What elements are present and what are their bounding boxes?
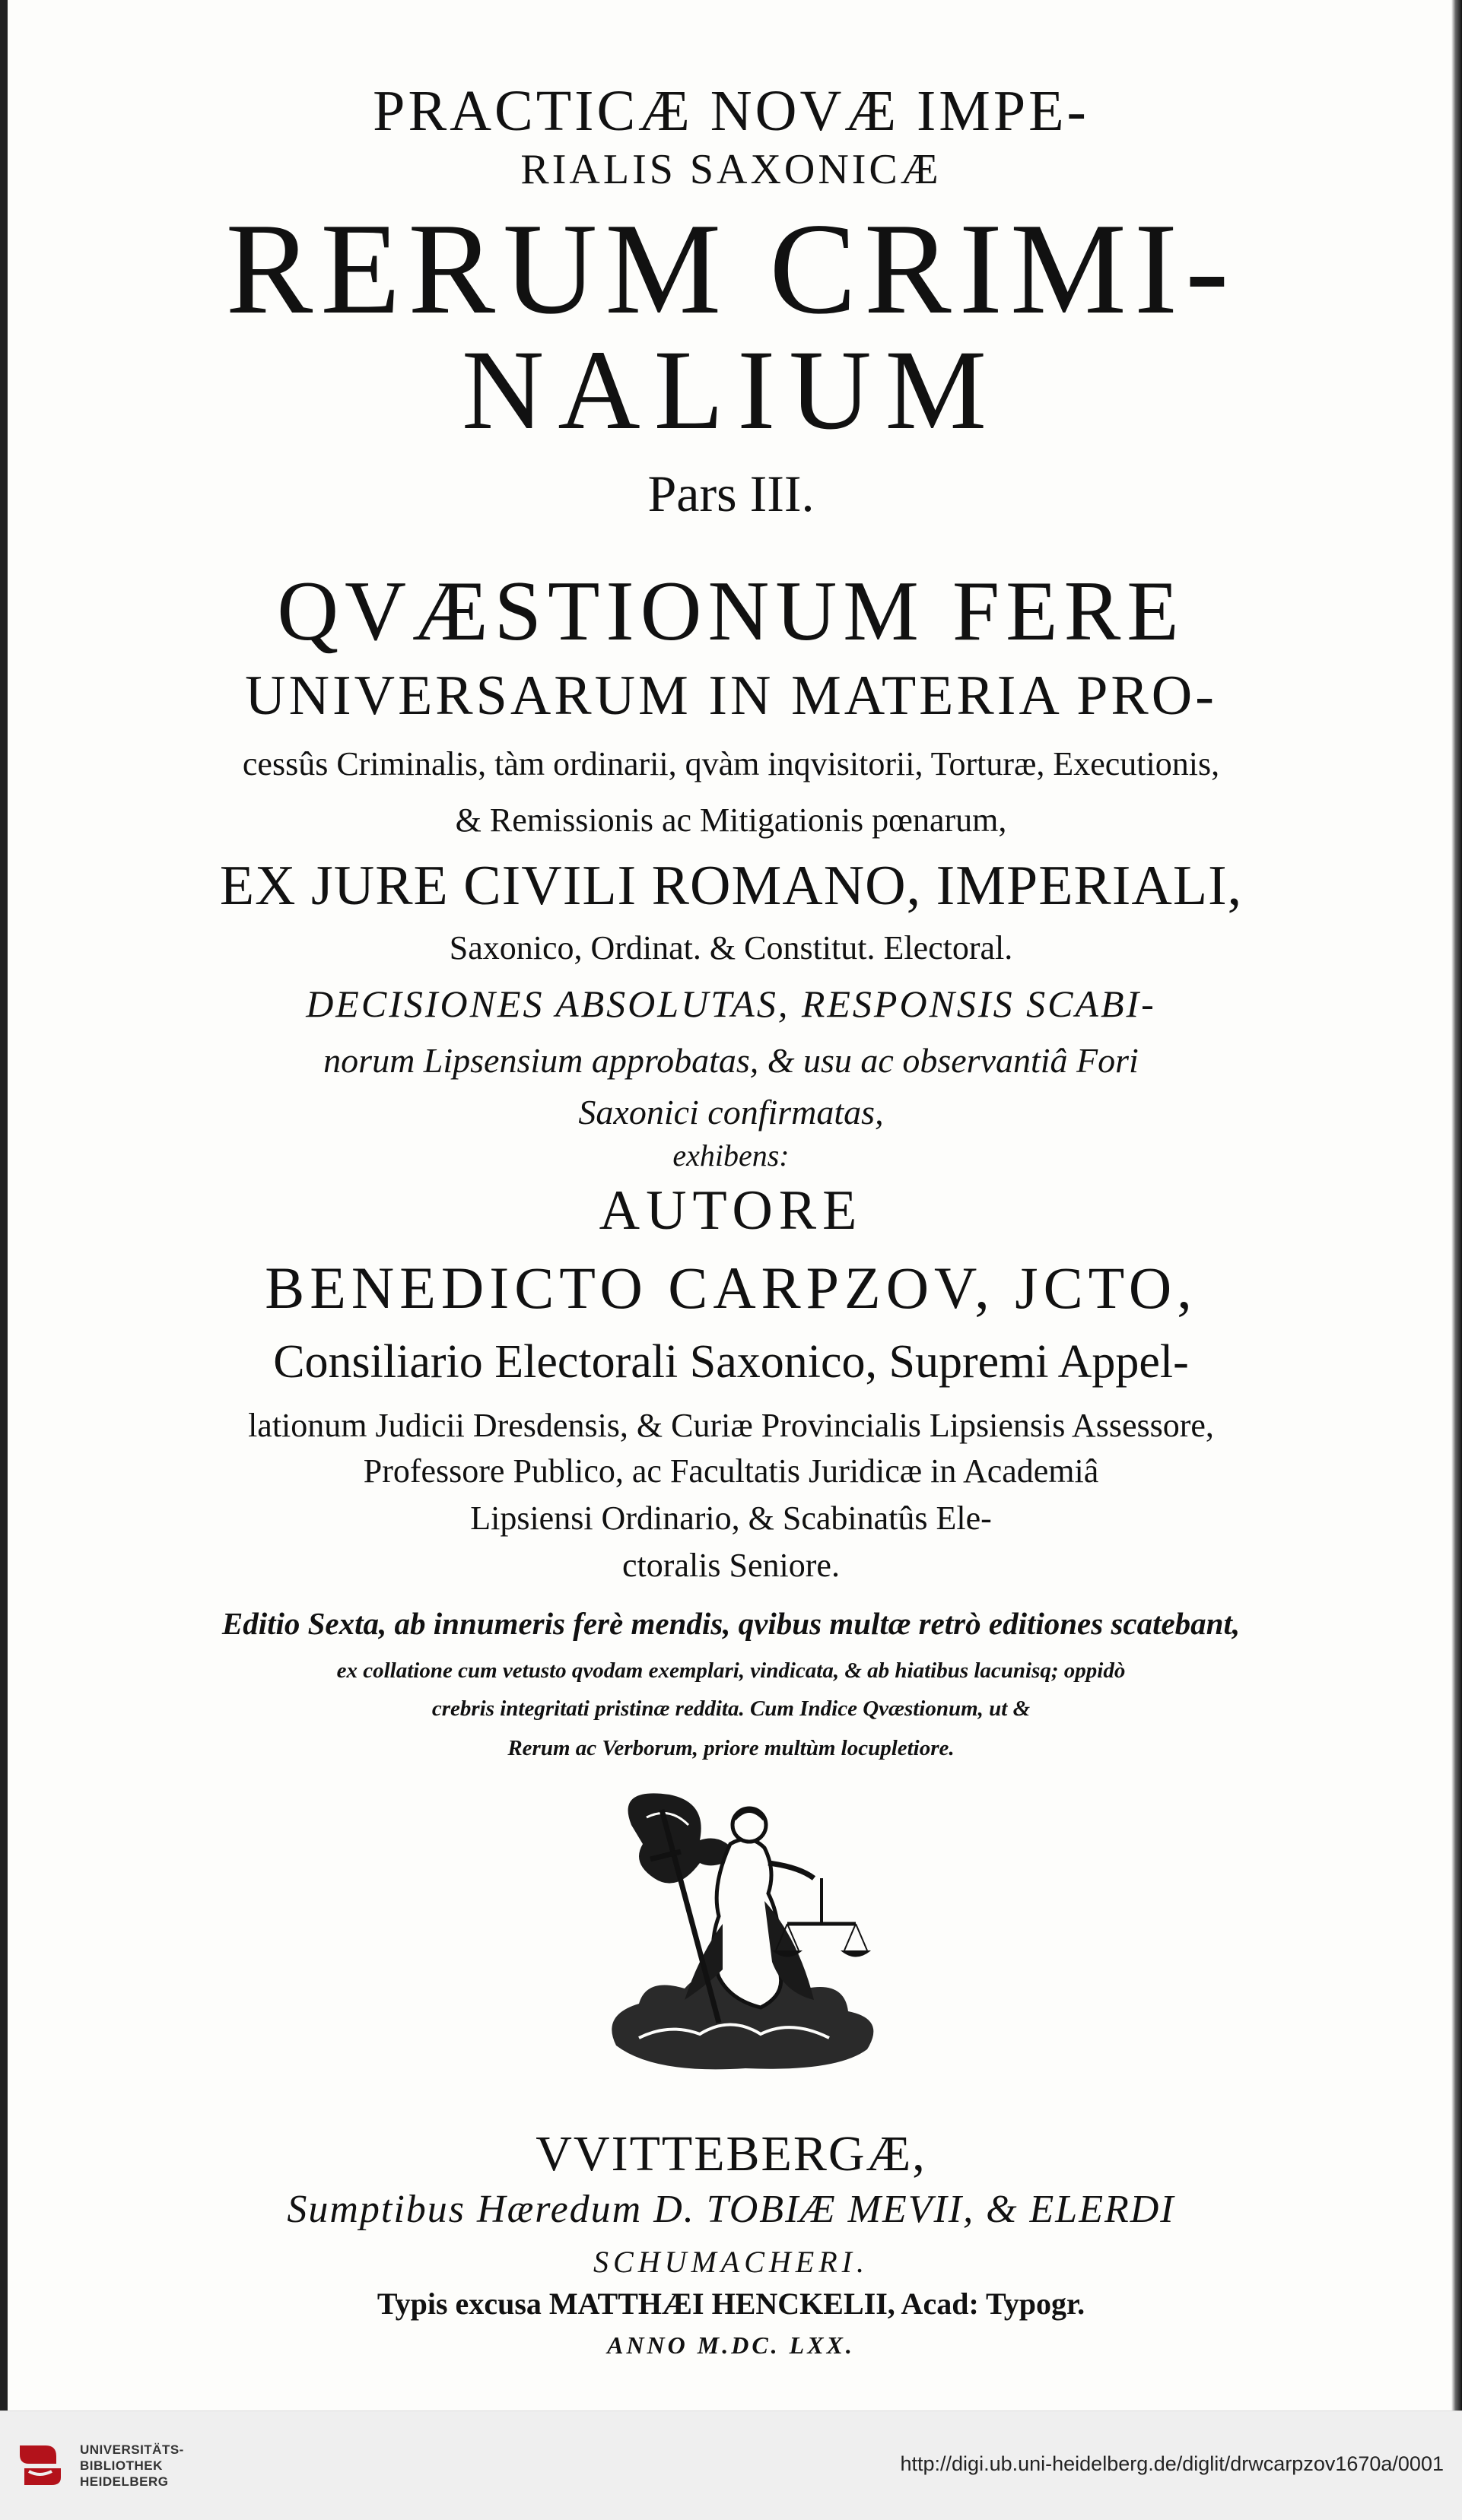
subtitle-line-14: Saxonici confirmatas,: [578, 1093, 884, 1131]
imprint-publisher-2: SCHUMACHERI.: [593, 2245, 869, 2279]
edition-line-23: Editio Sexta, ab innumeris ferè mendis, qvibus multæ retrò editiones scatebant,: [221, 1606, 1241, 1641]
author-title-20: Professore Publico, ac Facultatis Juridicæ in Academiâ: [363, 1452, 1099, 1490]
imprint-printer: Typis excusa MATTHÆI HENCKELII, Acad: Typogr.: [377, 2287, 1085, 2321]
subtitle-line-9: & Remissionis ac Mitigationis pœnarum,: [455, 801, 1007, 839]
subtitle-line-11: Saxonico, Ordinat. & Constitut. Electoral.: [449, 929, 1013, 966]
library-name-line-3: HEIDELBERG: [80, 2474, 169, 2489]
title-line-7: UNIVERSARUM IN MATERIA PRO-: [245, 665, 1217, 727]
library-name: [80, 2442, 184, 2490]
page-edge-left: [0, 0, 8, 2411]
title-line-4: NALIUM: [462, 327, 1000, 453]
part-label: Pars III.: [647, 465, 815, 522]
author-label: AUTORE: [599, 1179, 863, 1242]
title-line-3: RERUM CRIMI-: [225, 197, 1237, 341]
title-line-6: QVÆSTIONUM FERE: [277, 564, 1185, 659]
author-title-21: Lipsiensi Ordinario, & Scabinatûs Ele-: [470, 1500, 992, 1537]
edition-line-24: ex collatione cum vetusto qvodam exemplari, vindicata, & ab hiatibus lacunisq; oppidò: [336, 1658, 1126, 1683]
imprint-publisher: Sumptibus Hæredum D. TOBIÆ MEVII, & ELERDI: [287, 2188, 1175, 2231]
library-name-line-1: UNIVERSITÄTS-: [80, 2442, 184, 2457]
subtitle-line-8: cessûs Criminalis, tàm ordinarii, qvàm inqvisitorii, Torturæ, Executionis,: [242, 745, 1220, 782]
title-line-2: RIALIS SAXONICÆ: [520, 146, 942, 193]
permalink-url[interactable]: http://digi.ub.uni-heidelberg.de/diglit/drwcarpzov1670a/0001: [900, 2452, 1444, 2475]
author-title-22: ctoralis Seniore.: [622, 1547, 840, 1584]
subtitle-line-13: norum Lipsensium approbatas, & usu ac observantiâ Fori: [323, 1041, 1139, 1080]
author-title-18: Consiliario Electorali Saxonico, Supremi Appel-: [273, 1336, 1189, 1388]
title-line-1: PRACTICÆ NOVÆ IMPE-: [373, 79, 1089, 143]
author-name: BENEDICTO CARPZOV, JCTO,: [265, 1255, 1197, 1321]
subtitle-line-12: DECISIONES ABSOLUTAS, RESPONSIS SCABI-: [306, 982, 1156, 1025]
page-edge-right: [1451, 0, 1462, 2411]
subtitle-line-15: exhibens:: [672, 1138, 790, 1173]
imprint-city: VVITTEBERGÆ,: [536, 2126, 926, 2182]
heidelberg-library-logo-icon: [14, 2438, 67, 2491]
edition-line-25: crebris integritati pristinæ reddita. Cum Indice Qvæstionum, ut &: [431, 1696, 1031, 1721]
subtitle-line-10: EX JURE CIVILI ROMANO, IMPERIALI,: [219, 855, 1243, 917]
edition-line-26: Rerum ac Verborum, priore multùm locupletiore.: [507, 1736, 955, 1760]
author-title-19: lationum Judicii Dresdensis, & Curiæ Provincialis Lipsiensis Assessore,: [248, 1407, 1214, 1444]
justitia-figure-icon: [586, 1772, 905, 2091]
imprint-year: ANNO M.DC. LXX.: [607, 2331, 855, 2359]
viewer-footer: [0, 2411, 1462, 2520]
library-name-line-2: BIBLIOTHEK: [80, 2458, 163, 2473]
